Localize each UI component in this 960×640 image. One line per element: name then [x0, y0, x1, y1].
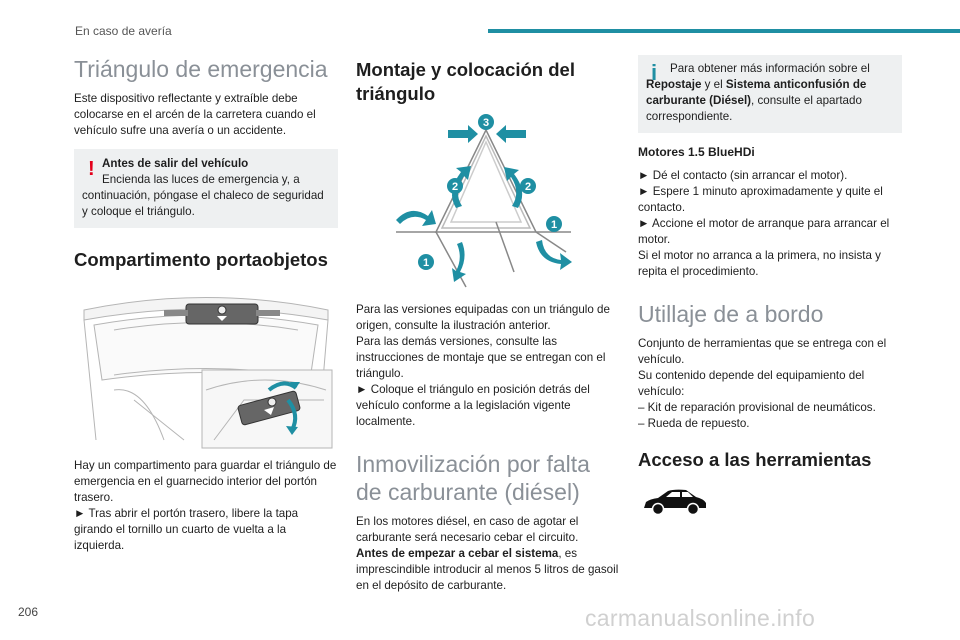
assembly-paragraph-2: Para las demás versiones, consulte las instrucciones de montaje que se entregan con el triángulo. [356, 335, 606, 380]
triangle-assembly-figure [356, 112, 620, 292]
figure-label-1-left: 1 [422, 257, 430, 269]
engine-step-3: ► Accione el motor de arranque para arrancar el motor. [638, 217, 890, 246]
push-arrow-left-icon [448, 125, 478, 143]
figure-label-2-left: 2 [451, 181, 459, 193]
fuel-paragraph-1: En los motores diésel, en caso de agotar el carburante será necesario cebar el circuito. [356, 515, 579, 544]
info-note [638, 55, 902, 133]
figure-label-3: 3 [482, 117, 490, 129]
storage-paragraph-1: Hay un compartimento para guardar el triángulo de emergencia en el guarnecido interior del portón trasero. [74, 459, 337, 504]
figure-label-1-right: 1 [550, 219, 558, 231]
storage-paragraph-2: ► Tras abrir el portón trasero, libere la tapa girando el tornillo un cuarto de vuelta a la izquierda. [74, 507, 299, 552]
tools-paragraph-1: Conjunto de herramientas que se entrega con el vehículo. [638, 337, 887, 366]
info-text-1: Para obtener más información sobre el [670, 62, 870, 75]
title-engines: Motores 1.5 BlueHDi [638, 145, 755, 159]
fuel-rest: , es imprescindible introducir al menos 5 litros de gasoil en el depósito de carburante. [356, 547, 619, 592]
column-1 [74, 55, 338, 554]
header-accent-bar [488, 29, 960, 33]
engine-step-4: Si el motor no arranca a la primera, no insista y repita el procedimiento. [638, 249, 881, 278]
title-storage: Compartimento portaobjetos [74, 249, 328, 270]
info-text-3: , consulte el apartado correspondiente. [646, 94, 862, 123]
page-number: 206 [18, 605, 39, 619]
engine-step-1: ► Dé el contacto (sin arrancar el motor). [638, 169, 848, 182]
suv-icon [642, 486, 902, 521]
title-access-tools: Acceso a las herramientas [638, 449, 872, 470]
tools-item-1: – Kit de reparación provisional de neumáticos. [638, 401, 876, 414]
title-emergency-triangle: Triángulo de emergencia [74, 56, 328, 82]
fold-arrow-icon [452, 242, 466, 282]
warning-note [74, 149, 338, 228]
header-section-title: En caso de avería [75, 24, 172, 38]
fuel-paragraph-2 [356, 546, 620, 594]
assembly-paragraph-3: ► Coloque el triángulo en posición detrás del vehículo conforme a la legislación vigente localmente. [356, 383, 590, 428]
column-3 [638, 55, 902, 521]
warning-title: Antes de salir del vehículo [102, 157, 249, 170]
push-arrow-right-icon [496, 125, 526, 143]
fuel-bold-lead: Antes de empezar a cebar el sistema [356, 547, 559, 560]
info-bold-misfuel: Sistema anticonfusión de carburante (Diésel) [646, 78, 867, 107]
tools-item-2: – Rueda de repuesto. [638, 417, 750, 430]
title-onboard-tools: Utillaje de a bordo [638, 301, 824, 327]
unfold-arrow-left-icon [396, 210, 436, 226]
intro-paragraph: Este dispositivo reflectante y extraíble debe colocarse en el arcén de la carretera cuando el vehículo sufre una avería o un accidente. [74, 92, 316, 137]
watermark: carmanualsonline.info [585, 605, 816, 631]
title-triangle-assembly: Montaje y colocación del triángulo [356, 59, 575, 104]
warning-text: Encienda las luces de emergencia y, a continuación, póngase el chaleco de seguridad y coloque el triángulo. [82, 173, 324, 218]
info-icon: i [651, 60, 658, 85]
assembly-paragraph-1: Para las versiones equipadas con un triángulo de origen, consulte la ilustración anterior. [356, 303, 610, 332]
tools-paragraph-2: Su contenido depende del equipamiento del vehículo: [638, 369, 865, 398]
info-bold-refuel: Repostaje [646, 78, 702, 91]
figure-label-2-right: 2 [524, 181, 532, 193]
info-text [646, 61, 894, 125]
title-fuel-immobilisation: Inmovilización por falta de carburante (diésel) [356, 451, 590, 505]
info-text-2: y el [701, 78, 726, 91]
raise-arrow-right-icon [504, 167, 522, 208]
engine-step-2: ► Espere 1 minuto aproximadamente y quite el contacto. [638, 185, 883, 214]
warning-icon: ! [88, 158, 95, 180]
tailgate-figure [74, 290, 338, 450]
column-2 [356, 55, 620, 594]
